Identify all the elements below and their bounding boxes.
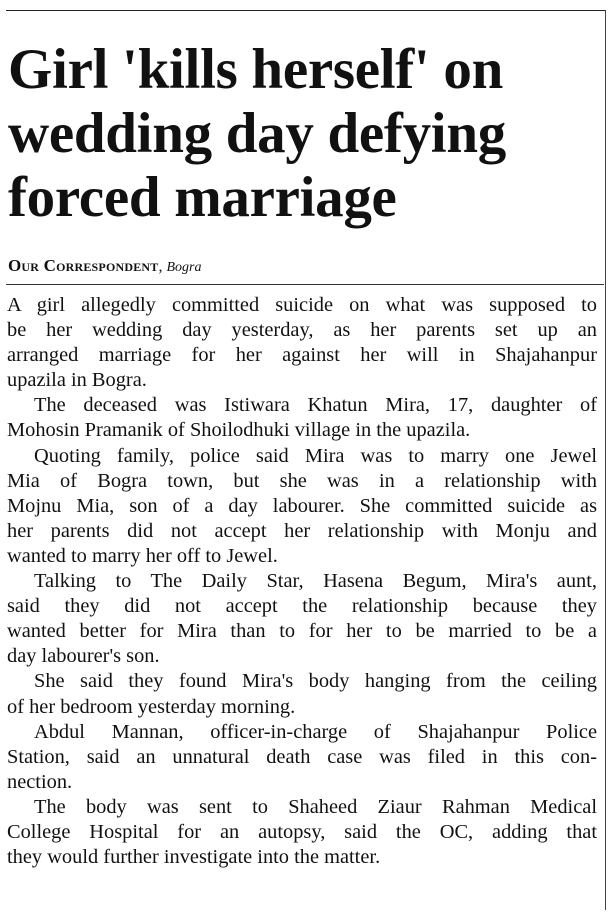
headline-line: wedding day defying <box>8 102 506 165</box>
byline-location: Bogra <box>166 260 202 275</box>
paragraph-line: be her wedding day yesterday, as her parents set up an <box>7 319 597 342</box>
paragraph-line: Mia of Bogra town, but she was in a relationship with <box>7 469 597 492</box>
top-rule <box>6 10 606 11</box>
column-rule <box>605 10 606 910</box>
article-body <box>7 293 597 870</box>
paragraph-line: Mohosin Pramanik of Shoilodhuki village in the upazila. <box>7 419 471 442</box>
headline-line: forced marriage <box>8 166 397 229</box>
paragraph-line: arranged marriage for her against her will in Shajahanpur <box>7 344 597 367</box>
paragraph-line: nection. <box>7 770 73 793</box>
headline <box>8 38 604 230</box>
headline-line: Girl 'kills herself' on <box>8 38 504 101</box>
article-paragraph <box>7 569 597 669</box>
paragraph-line: of her bedroom yesterday morning. <box>7 695 296 718</box>
paragraph-line: her parents did not accept her relationship with Monju and <box>7 519 597 542</box>
paragraph-line: Talking to The Daily Star, Hasena Begum, Mira's aunt, <box>34 570 597 593</box>
paragraph-line: upazila in Bogra. <box>7 369 147 392</box>
paragraph-line: Abdul Mannan, officer-in-charge of Shajahanpur Police <box>34 720 597 743</box>
paragraph-line: said they did not accept the relationship because they <box>7 595 597 618</box>
article-paragraph <box>7 444 597 569</box>
paragraph-line: Mojnu Mia, son of a day labourer. She committed suicide as <box>7 494 597 517</box>
paragraph-line: The body was sent to Shaheed Ziaur Rahman Medical <box>34 795 597 818</box>
article-paragraph <box>7 293 597 393</box>
paragraph-line: The deceased was Istiwara Khatun Mira, 17, daughter of <box>34 394 597 417</box>
article-paragraph <box>7 393 597 443</box>
paragraph-line: College Hospital for an autopsy, said the OC, adding that <box>7 820 597 843</box>
paragraph-line: A girl allegedly committed suicide on what was supposed to <box>7 294 597 316</box>
paragraph-line: they would further investigate into the matter. <box>7 846 381 869</box>
paragraph-line: wanted to marry her off to Jewel. <box>7 544 278 567</box>
paragraph-line: day labourer's son. <box>7 645 160 668</box>
paragraph-line: wanted better for Mira than to for her to be married to be a <box>7 620 597 643</box>
article-paragraph <box>7 720 597 795</box>
byline-author: Our Correspondent <box>8 256 159 275</box>
paragraph-line: Station, said an unnatural death case was filed in this con- <box>7 745 597 768</box>
paragraph-line: She said they found Mira's body hanging from the ceiling <box>34 670 597 693</box>
byline: Our Correspondent, Bogra <box>8 256 202 275</box>
article-paragraph <box>7 795 597 870</box>
article-paragraph <box>7 669 597 719</box>
paragraph-line: Quoting family, police said Mira was to marry one Jewel <box>34 444 597 467</box>
byline-separator <box>6 284 604 285</box>
